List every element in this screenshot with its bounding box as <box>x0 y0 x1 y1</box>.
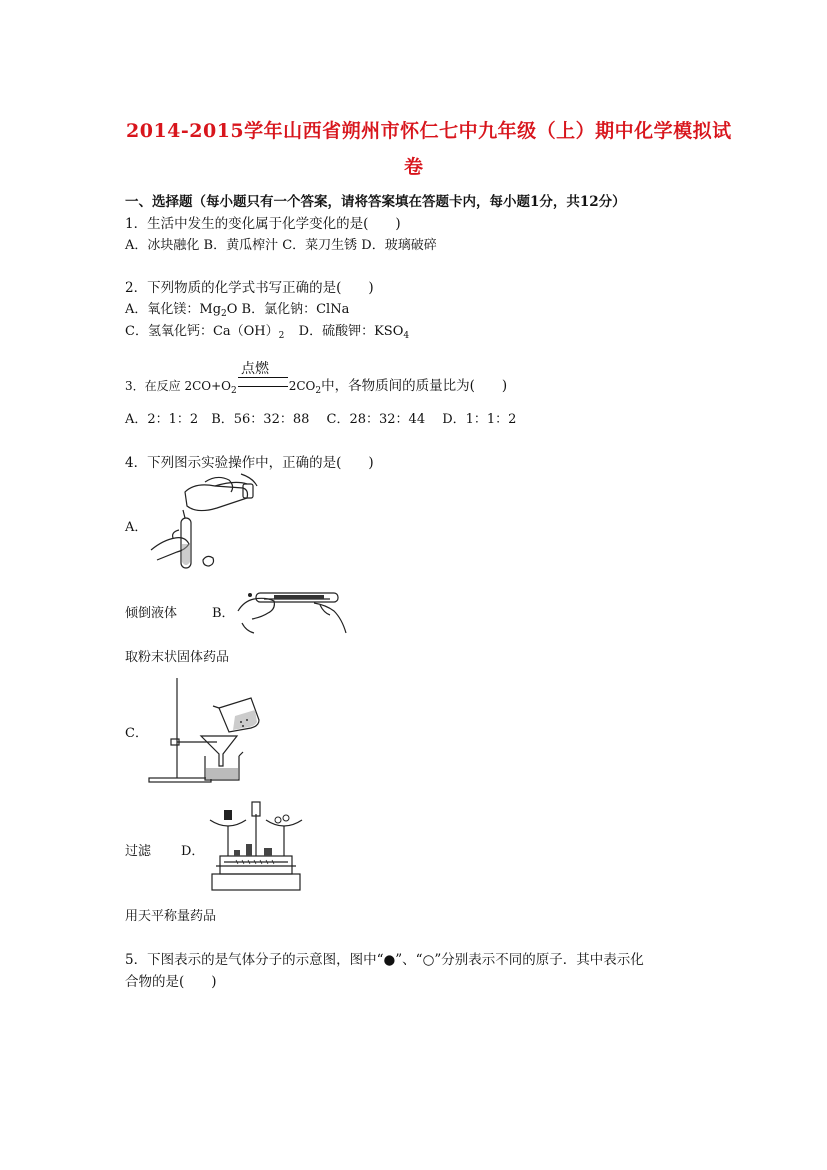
subscript: 4 <box>403 331 410 341</box>
question-5-stem-line1: 5．下图表示的是气体分子的示意图，图中“●”、“○”分别表示不同的原子．其中表示化 <box>125 952 644 968</box>
section-heading: 一、选择题（每小题只有一个答案，请将答案填在答题卡内，每小题1分，共12分） <box>125 194 626 210</box>
question-1-stem: 1．生活中发生的变化属于化学变化的是( ) <box>125 216 401 232</box>
reactants: 3．在反应 2CO+O <box>125 379 231 393</box>
option-d-text: D．硫酸钾：KSO <box>298 324 404 339</box>
option-b-caption: 取粉末状固体药品 <box>125 650 230 665</box>
option-c-label: C． <box>125 726 148 741</box>
filtration-illustration <box>147 676 267 784</box>
option-c-text: C．氢氧化钙：Ca（OH） <box>125 324 279 339</box>
option-a-text: A．氧化镁：Mg <box>125 302 222 317</box>
question-1-options: A．冰块融化 B．黄瓜榨汁 C．菜刀生锈 D．玻璃破碎 <box>125 238 437 253</box>
exam-title-line2: 卷 <box>404 156 424 178</box>
question-5-stem-line2: 合物的是( ) <box>125 974 217 990</box>
exam-title-line1: 2014-2015学年山西省朔州市怀仁七中九年级（上）期中化学模拟试 <box>126 120 732 142</box>
question-2-stem: 2．下列物质的化学式书写正确的是( ) <box>125 280 374 296</box>
option-c-caption: 过滤 <box>125 844 152 859</box>
balance-scale-illustration <box>206 796 306 896</box>
subscript: 2 <box>315 386 322 396</box>
question-4-stem: 4．下列图示实验操作中，正确的是( ) <box>125 455 374 471</box>
option-a-caption: 倾倒液体 <box>125 606 178 621</box>
question-2-option-cd <box>125 320 409 341</box>
option-a-label: A． <box>125 520 148 535</box>
option-b-label: B． <box>212 606 235 621</box>
question-2-option-ab <box>125 298 349 319</box>
option-d-label: D． <box>181 844 205 859</box>
reaction-equals-sign <box>238 377 288 387</box>
question-3-stem <box>125 374 507 396</box>
pouring-liquid-illustration <box>145 474 260 574</box>
subscript: 2 <box>278 331 285 341</box>
subscript: 2 <box>231 386 237 396</box>
subscript: 2 <box>221 309 227 319</box>
question-3-options: A．2：1：2 B．56：32：88 C．28：32：44 D．1：1：2 <box>125 412 517 427</box>
option-d-caption: 用天平称量药品 <box>125 909 217 924</box>
reaction-condition: 点燃 <box>241 361 269 377</box>
product: 2CO <box>288 379 316 393</box>
option-b-text: O B．氯化钠：ClNa <box>226 302 350 317</box>
question-3-tail: 中，各物质间的质量比为( ) <box>321 378 508 394</box>
powder-sampling-illustration <box>234 583 350 635</box>
